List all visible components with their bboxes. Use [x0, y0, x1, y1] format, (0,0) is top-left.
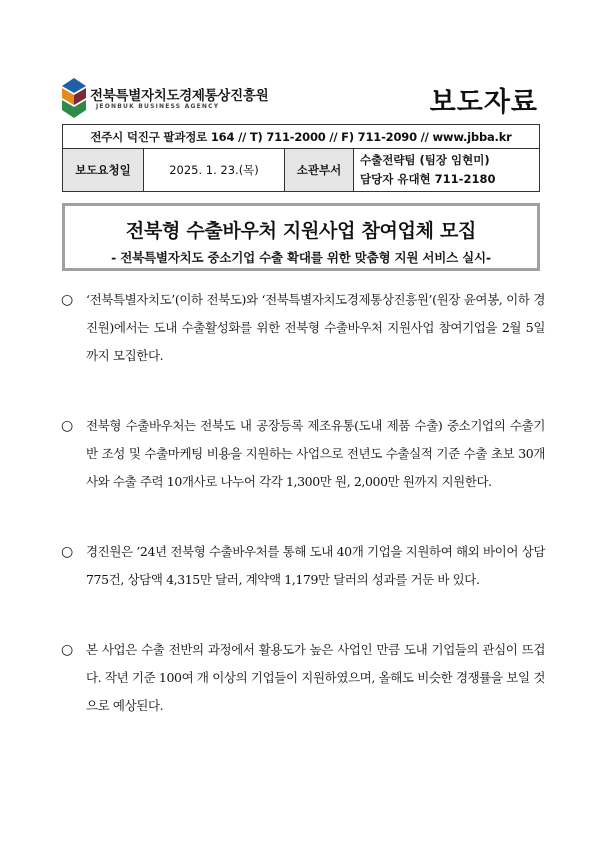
letterhead: [62, 74, 540, 122]
headline-subtitle: - 전북특별자치도 중소기업 수출 확대를 위한 맞춤형 지원 서비스 실시-: [111, 250, 491, 265]
bullet-circle-icon: ○: [61, 642, 73, 658]
body-paragraph: [62, 636, 545, 720]
org-name-english: JEONBUK BUSINESS AGENCY: [96, 103, 220, 110]
bullet-circle-icon: ○: [61, 418, 73, 434]
bullet-circle-icon: ○: [61, 544, 73, 560]
contact-address: 전주시 덕진구 팔과정로 164 // T) 711-2000 // F) 711-2090 // www.jbba.kr: [63, 125, 540, 149]
department-contact: [354, 149, 540, 192]
paragraph-text: 경진원은 ’24년 전북형 수출바우처를 통해 도내 40개 기업을 지원하여 해외 바이어 상담 775건, 상담액 4,315만 달러, 계약액 1,179만 달러의 성과를 거둔 바 있다.: [86, 544, 545, 587]
press-body: [62, 286, 545, 762]
paragraph-text: 전북형 수출바우처는 전북도 내 공장등록 제조유통(도내 제품 수출) 중소기업의 수출기반 조성 및 수출마케팅 비용을 지원하는 사업으로 전년도 수출실적 기준 수출 초보 30개사와 수출 주력 10개사로 나누어 각각 1,300만 원, 2,000만 원까지 지원한다.: [86, 418, 545, 489]
bullet-circle-icon: ○: [61, 292, 73, 308]
department-person: 담당자 유대현 711-2180: [360, 172, 496, 186]
department-team: 수출전략팀 (팀장 임현미): [360, 153, 490, 167]
body-paragraph: [62, 412, 545, 496]
release-date: 2025. 1. 23.(목): [144, 149, 285, 192]
headline-title: 전북형 수출바우처 지원사업 참여업체 모집: [125, 220, 477, 242]
document-type: 보도자료: [429, 87, 538, 118]
agency-logo-icon: [62, 78, 86, 118]
headline-box: [62, 203, 540, 271]
paragraph-text: 본 사업은 수출 전반의 과정에서 활용도가 높은 사업인 만큼 도내 기업들의 관심이 뜨겁다. 작년 기준 100여 개 이상의 기업들이 지원하였으며, 올해도 비슷한 경쟁률을 보일 것으로 예상된다.: [86, 642, 545, 713]
paragraph-text: ‘전북특별자치도’(이하 전북도)와 ‘전북특별자치도경제통상진흥원’(원장 윤여봉, 이하 경진원)에서는 도내 수출활성화를 위한 전북형 수출바우처 지원사업 참여기업을 2월 5일까지 모집한다.: [86, 292, 545, 363]
body-paragraph: [62, 286, 545, 370]
org-name: 전북특별자치도경제통상진흥원: [90, 88, 269, 104]
body-paragraph: [62, 538, 545, 594]
press-info-table: [62, 124, 540, 192]
release-date-label: 보도요청일: [63, 149, 144, 192]
department-label: 소관부서: [285, 149, 354, 192]
